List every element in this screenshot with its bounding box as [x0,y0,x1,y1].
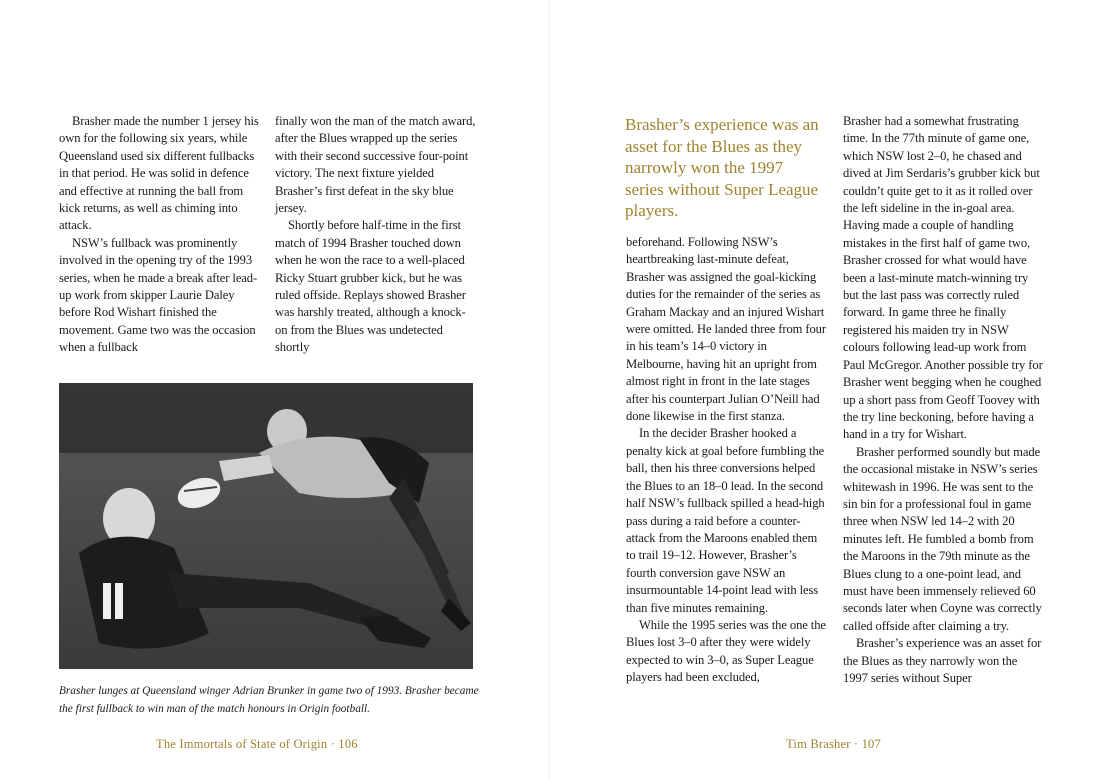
paragraph: While the 1995 series was the one the Blues lost 3–0 after they were widely expected to win 3–0, as Super League players had been excluded, [626,617,826,685]
photo-caption: Brasher lunges at Queensland winger Adrian Brunker in game two of 1993. Brasher became the first fullback to win man of the match honours in Origin football. [59,685,479,715]
paragraph: Brasher’s experience was an asset for the Blues as they narrowly won the 1997 series without Super [843,636,1042,685]
paragraph: beforehand. Following NSW’s heartbreaking last-minute defeat, Brasher was assigned the goal-kicking duties for the remainder of the series as Graham Mackay and an injured Wishart were omitted. He landed three from four in his team’s 14–0 victory in Melbourne, having hit an upright from almost right in front in the late stages after his counterpart Julian O’Neill had done likewise in the first stanza. [626,235,826,424]
paragraph: finally won the man of the match award, after the Blues wrapped up the series with their second successive four-point victory. The next fixture yielded Brasher’s first defeat in the sky blue jersey. [275,114,476,216]
match-photo [59,383,473,669]
paragraph: Brasher performed soundly but made the occasional mistake in NSW’s series whitewash in 1996. He was sent to the sin bin for a professional foul in game three when NSW led 14–2 with 20 minutes left. He fumbled a bomb from the Maroons in the 79th minute as the Blues clung to a one-point lead, and must have been immensely relieved 60 seconds later when Coyne was correctly called offside after claiming a try. [843,444,1042,633]
left-column-1 [59,113,259,357]
photo-illustration [59,383,473,669]
paragraph: In the decider Brasher hooked a penalty kick at goal before fumbling the ball, then his three conversions helped the Blues to an 18–0 lead. In the second half NSW’s fullback spilled a head-high pass during a raid before a counter-attack from the Maroons enabled them to trail 19–12. However, Brasher’s fourth conversion gave NSW an insurmountable 14-point lead with less than five minutes remaining. [626,426,825,615]
paragraph: Brasher had a somewhat frustrating time. In the 77th minute of game one, which NSW lost 2–0, he chased and dived at Jim Serdaris’s grubber kick but couldn’t quite get to it as it rolled over the left sideline in the in-goal area. Having made a couple of handling mistakes in the first half of game two, Brasher crossed for what would have been a last-minute match-winning try but the last pass was correctly ruled forward. In game three he finally registered his maiden try in NSW colours following lead-up work from Paul McGregor. Another possible try for Brasher went begging when he coughed up a short pass from Geoff Toovey with the try line beckoning, before having a hand in a try for Wishart. [843,114,1043,442]
left-column-2 [275,113,477,357]
right-column-2 [843,113,1045,687]
right-column-1 [626,234,826,687]
pull-quote: Brasher’s experience was an asset for the Blues as they narrowly won the 1997 series without Super League players. [625,115,819,221]
paragraph: NSW’s fullback was prominently involved in the opening try of the 1993 series, when he made a break after lead-up work from skipper Laurie Daley before Rod Wishart finished the movement. Game two was the occasion when a fullback [59,235,258,355]
paragraph: Shortly before half-time in the first match of 1994 Brasher touched down when he won the race to a well-placed Ricky Stuart grubber kick, but he was ruled offside. Replays showed Brasher was harshly treated, although a knock-on from the Blues was undetected shortly [275,218,466,355]
paragraph: Brasher made the number 1 jersey his own for the following six years, while Queensland used six different fullbacks in that period. He was solid in defence and effective at running the ball from kick returns, as well as chiming into attack. [59,114,259,233]
right-page-folio: Tim Brasher · 107 [786,737,881,751]
left-page-folio: The Immortals of State of Origin · 106 [156,737,358,751]
